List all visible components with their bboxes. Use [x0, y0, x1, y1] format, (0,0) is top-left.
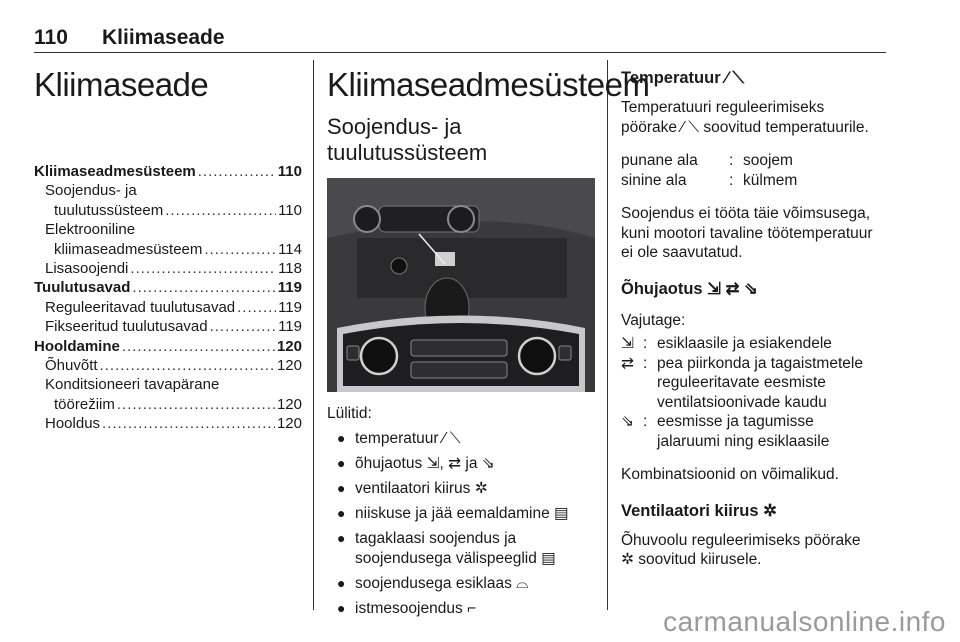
bullet-icon: ●: [337, 505, 346, 521]
table-cell: :: [643, 335, 648, 352]
list-item-text: ventilaatori kiirus ✲: [355, 480, 488, 497]
header-section: Kliimaseade: [102, 26, 225, 49]
toc-entry[interactable]: [34, 278, 302, 297]
toc-leader: [165, 201, 276, 220]
section-title: Kliimaseadmesüsteem: [327, 66, 650, 103]
toc-entry[interactable]: [34, 181, 302, 200]
list-item-text: õhujaotus ⇲, ⇄ ja ⇘: [355, 455, 495, 472]
page-header: [34, 26, 225, 50]
air-mode-icon: ⇄: [621, 354, 634, 372]
table-cell: soojem: [743, 152, 793, 169]
toc-leader: [237, 298, 276, 317]
toc-entry[interactable]: [34, 201, 302, 220]
toc-entry-title: Lisasoojendi: [45, 260, 129, 278]
toc-leader: [210, 317, 276, 336]
table-cell: punane ala: [621, 152, 698, 169]
table-cell: pea piirkonda ja tagaistmetele reguleeritavate eesmiste ventilatsioonivade kaudu: [657, 354, 863, 411]
table-cell: sinine ala: [621, 171, 687, 189]
list-item-text: niiskuse ja jää eemaldamine ▤: [355, 505, 569, 522]
list-item-text: temperatuur ⁄ ⟍: [355, 430, 461, 447]
table-row: [621, 412, 889, 451]
column-divider: [607, 60, 608, 610]
toc-entry-title: tuulutussüsteem: [54, 201, 164, 219]
toc-entry[interactable]: [34, 240, 302, 259]
bullet-icon: ●: [337, 599, 346, 616]
controls-list: [327, 429, 595, 618]
toc-entry-title: Hooldamine: [34, 337, 120, 355]
toc-entry[interactable]: [34, 356, 302, 375]
toc-entry[interactable]: [34, 395, 302, 414]
list-item: [327, 479, 595, 499]
bullet-icon: ●: [337, 455, 346, 471]
air-mode-icon: ⇲: [621, 335, 634, 352]
toc-entry[interactable]: [34, 375, 302, 394]
table-cell: :: [643, 354, 648, 372]
combination-note: Kombinatsioonid on võimalikud.: [621, 466, 839, 483]
bullet-icon: ●: [337, 430, 346, 446]
toc-entry-title: Fikseeritud tuulutusavad: [45, 318, 208, 336]
list-item: [327, 599, 595, 619]
air-mode-icon: ⇘: [621, 413, 634, 430]
air-intro: Vajutage:: [621, 311, 686, 329]
watermark[interactable]: carmanualsonline.info: [663, 606, 946, 637]
toc-entry[interactable]: [34, 414, 302, 433]
toc-leader: [198, 162, 276, 181]
table-cell: :: [729, 171, 734, 189]
toc-entry-page: 110: [278, 201, 302, 219]
toc-entry-title: Konditsioneeri tavapärane: [45, 376, 220, 394]
table-row: [621, 334, 889, 354]
toc-leader: [122, 337, 275, 356]
toc-entry[interactable]: [34, 337, 302, 356]
chapter-title: Kliimaseade: [34, 66, 209, 103]
table-row: [621, 354, 889, 413]
toc-column: [34, 60, 302, 434]
toc-entry-title: kliimaseadmesüsteem: [54, 240, 203, 258]
page-number: 110: [34, 26, 68, 49]
list-item: [327, 529, 595, 568]
toc-entry-page: 110: [277, 163, 302, 180]
toc-leader: [132, 278, 275, 297]
toc-entry-page: 120: [276, 337, 302, 355]
list-item: [327, 454, 595, 474]
middle-column: [327, 60, 650, 618]
climate-control-photo: [327, 178, 595, 392]
toc-entry[interactable]: [34, 298, 302, 317]
toc-leader: [102, 414, 275, 433]
air-distribution-heading: Õhujaotus ⇲ ⇄ ⇘: [621, 279, 758, 298]
toc-entry-page: 120: [276, 415, 302, 433]
fan-speed-text: Õhuvoolu reguleerimiseks pöörake ✲ soovitud kiirusele.: [621, 531, 861, 568]
toc-entry[interactable]: [34, 259, 302, 278]
temperature-text: Temperatuuri reguleerimiseks pöörake ⁄ ⟍ soovitud temperatuurile.: [621, 99, 869, 136]
list-item: [327, 504, 595, 524]
toc-entry-title: töörežiim: [54, 395, 115, 413]
toc-entry-page: 119: [278, 298, 302, 316]
toc-entry-page: 119: [277, 279, 302, 297]
subsection-title: Soojendus- ja tuulutussüsteem: [327, 114, 488, 165]
table-cell: :: [729, 152, 734, 169]
toc-entry[interactable]: [34, 162, 302, 181]
temperature-heading: Temperatuur ⁄ ⟍: [621, 69, 745, 87]
toc-entry-page: 114: [278, 240, 302, 258]
header-rule: [34, 52, 886, 53]
toc-entry-page: 118: [278, 260, 302, 278]
table-cell: eesmisse ja tagumisse jalaruumi ning esiklaasile: [657, 413, 830, 450]
table-row: [621, 151, 889, 171]
toc-entry-page: 120: [276, 357, 302, 375]
bullet-icon: ●: [337, 574, 346, 591]
air-distribution-table: [621, 334, 889, 451]
dashboard-illustration: [327, 178, 595, 392]
toc-entry-page: 119: [278, 318, 302, 336]
table-cell: esiklaasile ja esiakendele: [657, 335, 832, 352]
toc-leader: [117, 395, 275, 414]
list-item-text: istmesoojendus ⌐: [355, 599, 477, 617]
toc-entry-title: Elektrooniline: [45, 221, 136, 239]
list-item-text: soojendusega esiklaas ⌓: [355, 574, 529, 592]
toc-leader: [130, 259, 276, 278]
list-item: [327, 429, 595, 449]
right-column: [621, 60, 889, 570]
controls-label: Lülitid:: [327, 405, 372, 422]
toc-entry[interactable]: [34, 220, 302, 239]
table-cell: :: [643, 413, 648, 430]
toc-leader: [204, 240, 276, 259]
table-row: [621, 171, 889, 191]
temperature-table: [621, 151, 889, 190]
toc-entry-title: Reguleeritavad tuulutusavad: [45, 298, 236, 316]
toc-entry-title: Hooldus: [45, 415, 101, 433]
bullet-icon: ●: [337, 480, 346, 496]
heating-note: Soojendus ei tööta täie võimsusega, kuni mootori tavaline töötemperatuur ei ole saavutatud.: [621, 205, 873, 261]
fan-speed-heading: Ventilaatori kiirus ✲: [621, 501, 777, 520]
toc-entry-title: Õhuvõtt: [45, 357, 98, 375]
bullet-icon: ●: [337, 530, 346, 546]
table-of-contents: [34, 162, 302, 434]
list-item-text: tagaklaasi soojendus ja soojendusega välispeeglid ▤: [355, 530, 556, 567]
toc-entry[interactable]: [34, 317, 302, 336]
toc-leader: [100, 356, 275, 375]
toc-entry-page: 120: [276, 395, 302, 413]
column-divider: [313, 60, 314, 610]
toc-entry-title: Kliimaseadmesüsteem: [34, 163, 196, 180]
list-item: [327, 574, 595, 594]
toc-entry-title: Soojendus- ja: [45, 182, 137, 200]
toc-entry-title: Tuulutusavad: [34, 279, 131, 297]
table-cell: külmem: [743, 171, 798, 189]
